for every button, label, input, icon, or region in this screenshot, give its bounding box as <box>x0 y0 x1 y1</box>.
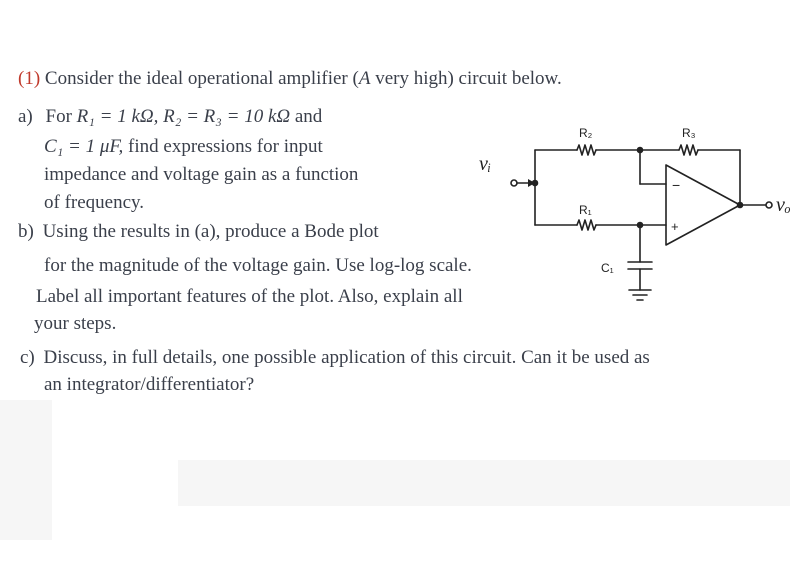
part-b-line-2: for the magnitude of the voltage gain. Use log-log scale. <box>44 255 472 276</box>
output-junction <box>738 203 743 208</box>
input-terminal <box>511 180 517 186</box>
part-a-line-4: of frequency. <box>44 192 145 213</box>
part-b-label: b) <box>18 221 34 242</box>
r1-label: R₁ <box>579 203 592 217</box>
part-a-and: and <box>290 106 323 127</box>
part-c-line-1-text: Discuss, in full details, one possible application of this circuit. Can it be used as <box>43 347 650 368</box>
part-c-label: c) <box>20 347 35 368</box>
r2-label: R₂ <box>579 126 593 140</box>
part-a-line-3: impedance and voltage gain as a function <box>44 164 359 185</box>
vi-label: vᵢ <box>479 153 492 175</box>
question-number: (1) <box>18 68 41 89</box>
part-c-line-2: an integrator/differentiator? <box>44 374 255 395</box>
op-amp-plus-sign: + <box>671 219 679 234</box>
op-amp-minus-sign: − <box>672 177 681 193</box>
c1-label: C₁ <box>601 261 614 275</box>
resistor-r1 <box>577 220 596 230</box>
part-a-line-2-text: find expressions for input <box>123 136 323 157</box>
part-a-capacitor-value: C₁ = 1 μF, <box>44 136 124 157</box>
vo-label: vₒ <box>776 194 791 216</box>
part-a-resistor-values: R₁ = 1 kΩ, R₂ = R₃ = 10 kΩ <box>76 106 291 127</box>
question-var-a: A <box>358 68 371 89</box>
part-a-label: a) <box>18 106 33 127</box>
part-a-for: For <box>45 106 77 127</box>
resistor-r3 <box>679 145 698 155</box>
part-b-line-1-text: Using the results in (a), produce a Bode plot <box>42 221 379 242</box>
question-intro: Consider the ideal operational amplifier ( <box>44 68 359 89</box>
r3-label: R₃ <box>682 126 696 140</box>
resistor-r2 <box>577 145 596 155</box>
part-b-line-4: your steps. <box>34 313 117 334</box>
part-b-line-3: Label all important features of the plot. Also, explain all <box>36 286 463 307</box>
question-intro-end: very high) circuit below. <box>370 68 562 89</box>
output-terminal <box>766 202 772 208</box>
